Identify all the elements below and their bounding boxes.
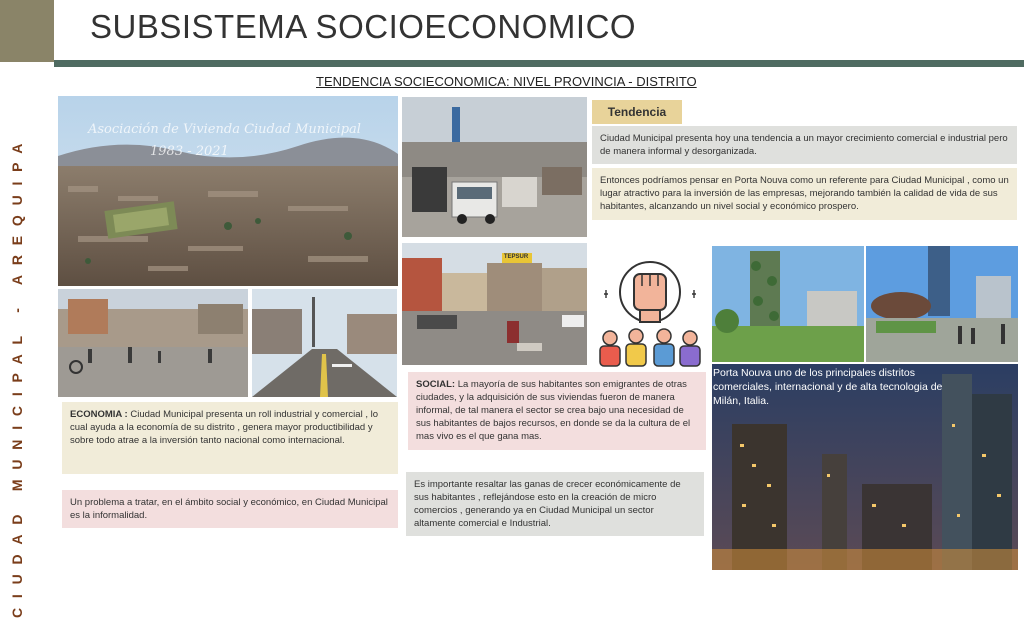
sidebar [0,62,54,618]
ganas-box [406,472,704,536]
tendencia-text-1 [592,126,1017,164]
porta-nuova-park-photo [712,246,864,362]
social-label: SOCIAL: [416,379,456,390]
problema-box [62,490,398,528]
economia-text: Ciudad Municipal presenta un roll industrial y comercial , lo cual ayuda a la economía de su distrito , genera mayor productibilidad y sobre todo atrae a la inversión tanto nacional como internacional. [70,409,378,446]
porta-nouva-caption: Porta Nouva uno de los principales distritos comerciales, internacional y de alta tecnologia de Milán, Italia. [713,367,943,407]
tendencia-text-2-content: Entonces podríamos pensar en Porta Nouva como un referente para Ciudad Municipal , como un lugar atractivo para la inversión de las empresas, mejorando también la calidad de vida de sus habitantes, alcanzando un nivel social y económico prospero. [600,175,1009,212]
page-title: SUBSISTEMA SOCIOECONOMICO [90,8,637,45]
street-photo-left [58,289,248,397]
economia-box [62,402,398,474]
photo-watermark-years: 1983 - 2021 [150,144,229,159]
market-street-photo [402,243,587,365]
section-subtitle: TENDENCIA SOCIECONOMICA: NIVEL PROVINCIA - DISTRITO [316,74,697,89]
corner-block [0,0,54,62]
ganas-text: Es importante resaltar las ganas de crecer económicamente de sus habitantes , reflejándose esto en la creación de micro comercios , generando ya en Ciudad Municipal un sector altamente comercial e Industrial. [414,479,681,529]
tendencia-text-2 [592,168,1017,220]
problema-text: Un problema a tratar, en el ámbito social y económico, en Ciudad Municipal es la informalidad. [70,497,388,521]
economia-label: ECONOMIA : [70,409,128,420]
street-photo-right [252,289,397,397]
sidebar-vertical-text: CIUDAD MUNICIPAL - AREQUIPA [9,133,25,618]
social-box [408,372,706,450]
social-text: La mayoría de sus habitantes son emigrantes de otras ciudades, y la adquisición de sus viviendas fueron de manera informal, de tal manera el sector se crea bajo una necesidad de sus habitantes de bajos recursos, en donde se da la cultura de el mas vivo es el que gana mas. [416,379,691,442]
unity-fist-icon [592,252,710,368]
photo-watermark-title: Asociación de Vivienda Ciudad Municipal [88,122,361,137]
traffic-photo [402,97,587,237]
tendencia-label: Tendencia [592,100,682,124]
market-sign: TEPSUR [503,254,529,260]
tendencia-text-1-content: Ciudad Municipal presenta hoy una tendencia a un mayor crecimiento comercial e industrial pero de manera informal y desorganizada. [600,133,1008,157]
header-divider [54,60,1024,67]
porta-nuova-plaza-photo [866,246,1018,362]
